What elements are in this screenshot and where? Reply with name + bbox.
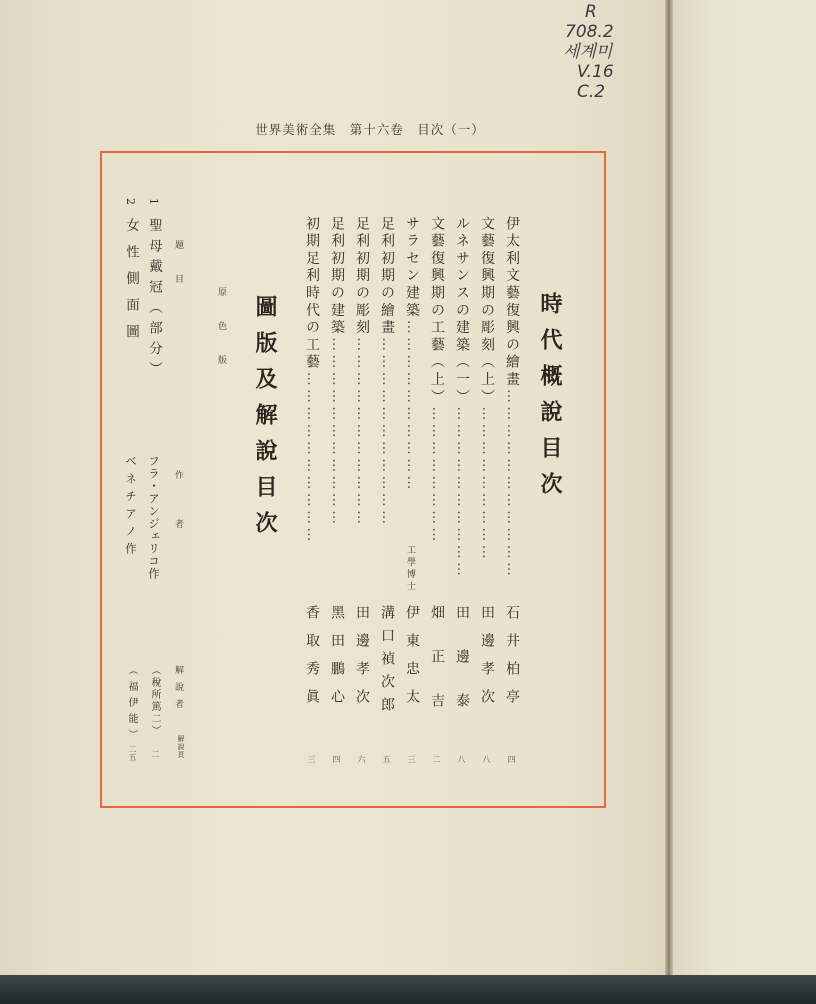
plate-artist: ベネチアノ作 [124,455,138,560]
plates-section-label: 原色版 [216,287,226,389]
toc-entry-page: 四 [507,755,516,763]
toc-entry-page: 八 [457,755,466,763]
toc-entry-title: 初期足利時代の工藝………………………… [304,216,320,545]
toc-entry-page: 四 [332,755,341,763]
plates-title: 圖版及解說目次 [252,295,278,547]
toc-entry-author: 伊東忠太 [404,605,420,717]
library-call-number [555,2,655,112]
toc-entry-page: 二 [432,755,441,763]
call-number-line: V.16 [577,62,614,82]
toc-entry-title: 文藝復興期の工藝（上）…………………… [429,216,445,545]
column-head-subject: 題目 [173,240,183,308]
call-number-line: 세계미 [563,42,613,62]
toc-entry-author: 石井柏亭 [504,605,520,717]
toc-entry-author: 溝口禎次郎 [379,605,395,720]
running-head: 世界美術全集 第十六卷 目次（一） [255,122,485,137]
toc-entry-title: サラセン建築………………………… [404,216,420,493]
toc-entry-page: 八 [482,755,491,763]
plate-commentator: （福伊能） [126,665,137,745]
book-binding-edge [0,975,816,1004]
plate-number: 1 [147,198,160,205]
call-number-line: 708.2 [565,22,614,42]
chronicle-title: 時代概說目次 [537,292,563,508]
toc-entry-author: 田邊孝次 [479,605,495,717]
right-page [673,0,816,975]
toc-entry-title: ルネサンスの建築（一）………………………… [454,216,470,580]
toc-entry-title: 足利初期の繪畫…………………………… [379,216,395,528]
toc-entry-author: 田邊泰 [454,605,470,737]
column-head-artist: 作者 [173,470,183,568]
call-number-line: R [585,2,597,22]
plate-commentator: （稅所篤二） [149,665,160,737]
plate-title: 女性側面圖 [123,218,139,351]
plate-number: 2 [124,198,137,205]
toc-entry-page: 三 [407,755,416,763]
plate-page: 二五 [128,745,137,761]
toc-entry-title: 足利初期の建築…………………………… [329,216,345,528]
book-gutter [665,0,673,975]
plate-title: 聖母戴冠（部分） [146,218,162,382]
toc-entry-author-title: 工學博士 [405,545,415,593]
call-number-line: C.2 [577,82,606,102]
toc-entry-author: 黑田鵬心 [329,605,345,717]
toc-entry-title: 文藝復興期の彫刻（上）……………………… [479,216,495,563]
toc-entry-page: 三 [307,755,316,763]
toc-entry-author: 畑正吉 [429,605,445,737]
toc-entry-title: 足利初期の彫刻…………………………… [354,216,370,528]
plate-artist: フラ・アンジェリコ作 [147,455,161,580]
toc-entry-title: 伊太利文藝復興の繪畫…………………………… [504,216,520,580]
toc-entry-author: 田邊孝次 [354,605,370,717]
column-head-commentator: 解說者 [173,665,183,716]
plate-page: 二 [151,750,160,758]
toc-entry-page: 六 [357,755,366,763]
column-head-page: 解說頁 [177,735,185,759]
toc-entry-page: 五 [382,755,391,763]
toc-entry-author: 香取秀眞 [304,605,320,717]
